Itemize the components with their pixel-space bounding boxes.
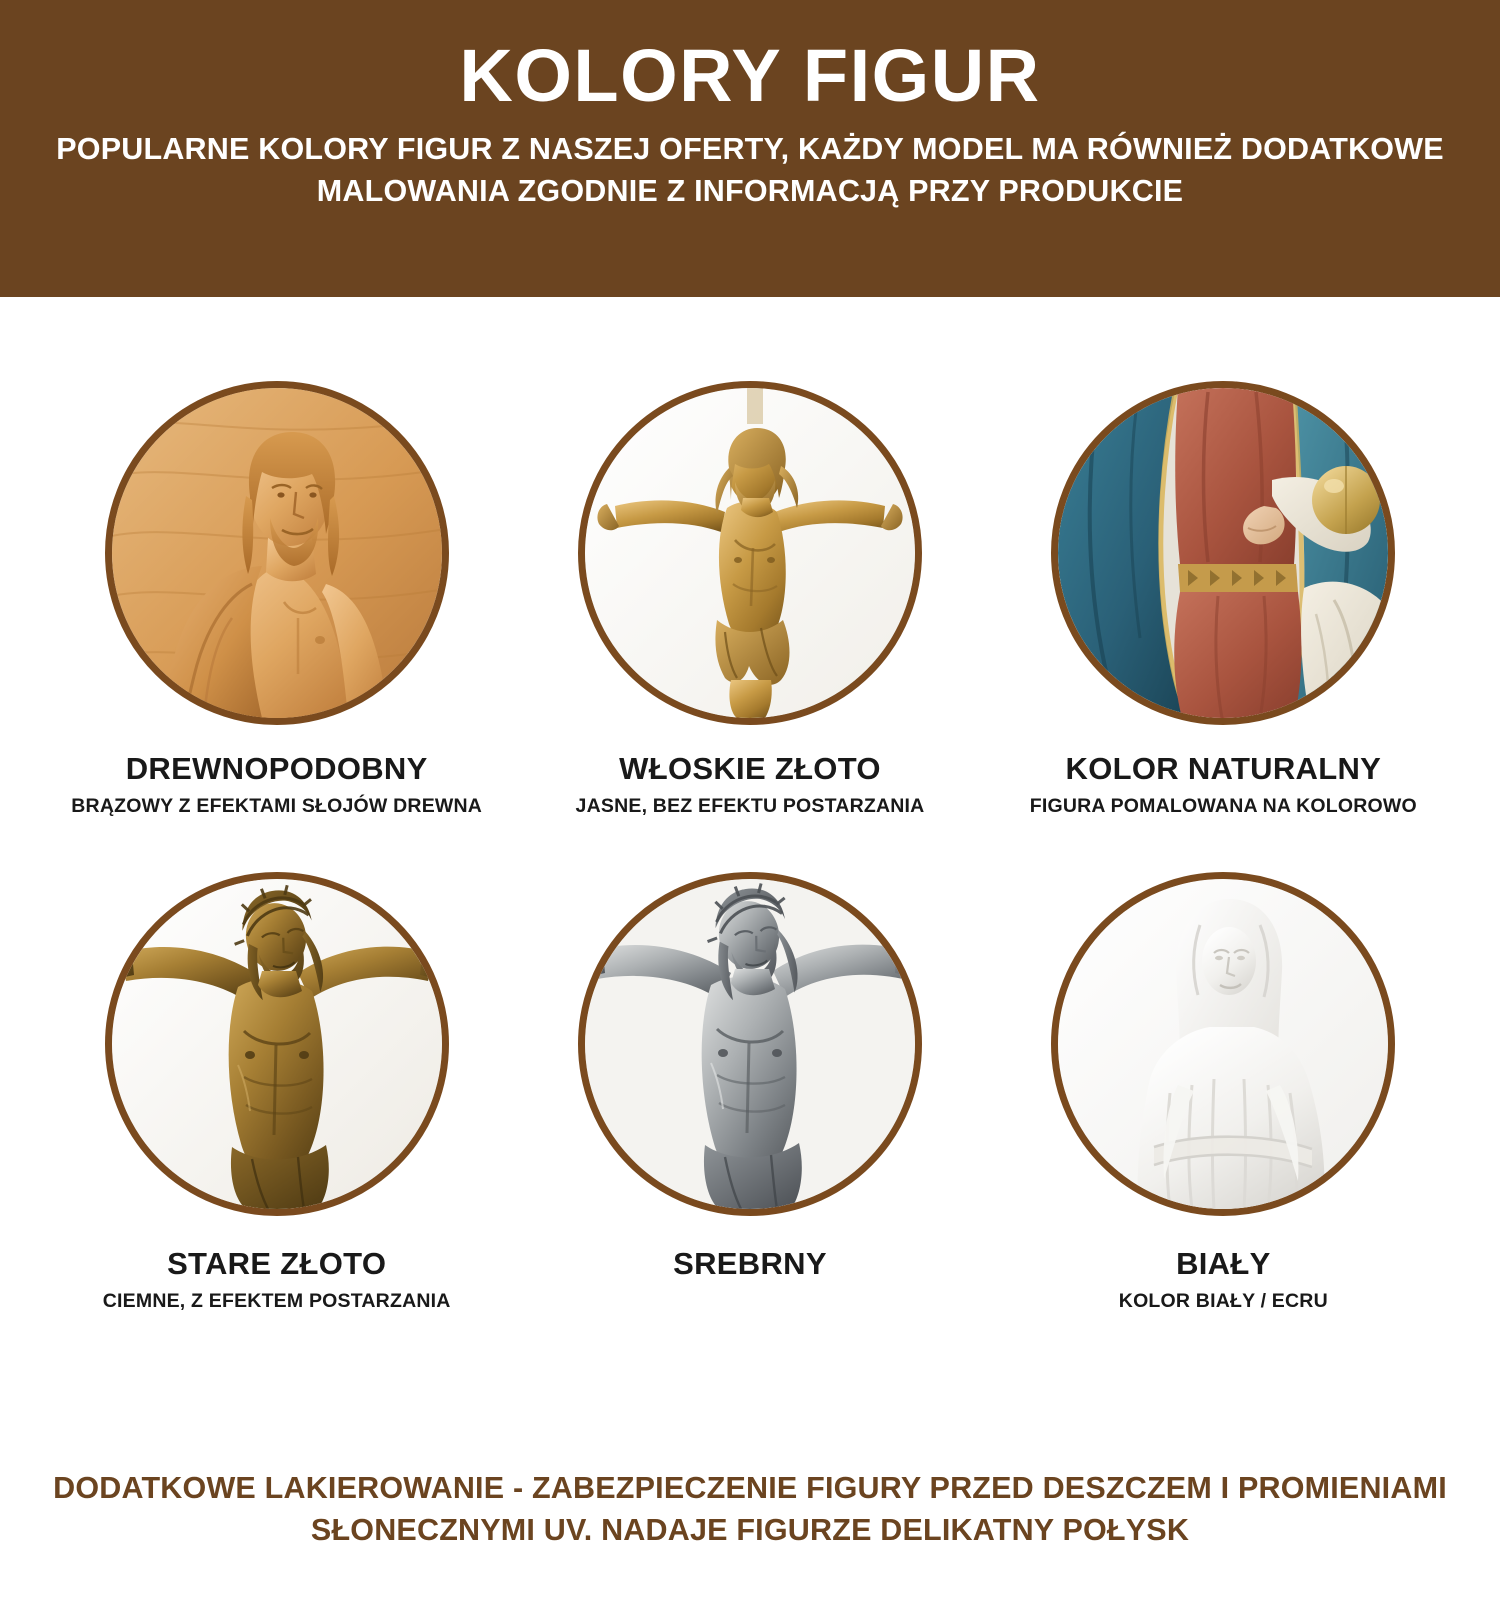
swatch-title-kolor-naturalny: KOLOR NATURALNY [1065, 751, 1382, 786]
swatch-subtitle-wloskie-zloto: JASNE, BEZ EFEKTU POSTARZANIA [575, 795, 925, 817]
swatch-subtitle-stare-zloto: CIEMNE, Z EFEKTEM POSTARZANIA [102, 1290, 451, 1312]
swatch-item-drewnopodobny [40, 381, 513, 818]
figure-white-icon [1058, 879, 1388, 1209]
figure-natural-color-icon [1058, 388, 1388, 718]
swatch-image-stare-zloto [105, 872, 449, 1216]
swatch-image-srebrny [578, 872, 922, 1216]
swatch-subtitle-bialy: KOLOR BIAŁY / ECRU [1118, 1290, 1328, 1312]
swatch-subtitle-drewnopodobny: BRĄZOWY Z EFEKTAMI SŁOJÓW DREWNA [71, 795, 483, 817]
swatch-title-wloskie-zloto: WŁOSKIE ZŁOTO [619, 751, 881, 786]
swatch-image-drewnopodobny [105, 381, 449, 725]
swatch-item-wloskie-zloto [513, 381, 986, 818]
swatch-image-bialy [1051, 872, 1395, 1216]
swatch-subtitle-kolor-naturalny: FIGURA POMALOWANA NA KOLOROWO [1029, 795, 1417, 817]
swatch-title-srebrny: SREBRNY [673, 1246, 827, 1281]
color-swatch-grid [0, 297, 1500, 1313]
swatch-item-bialy [987, 872, 1460, 1313]
swatch-title-stare-zloto: STARE ZŁOTO [167, 1246, 387, 1281]
page-subtitle: POPULARNE KOLORY FIGUR Z NASZEJ OFERTY, KAŻDY MODEL MA RÓWNIEŻ DODATKOWE MALOWANIA ZGODNIE Z INFORMACJĄ PRZY PRODUKCIE [56, 132, 1444, 208]
figure-silver-icon [585, 879, 915, 1209]
swatch-item-kolor-naturalny [987, 381, 1460, 818]
figure-wood-look-icon [112, 388, 442, 718]
swatch-title-bialy: BIAŁY [1176, 1246, 1271, 1281]
figure-italian-gold-icon [585, 388, 915, 718]
header-banner [0, 0, 1500, 297]
figure-old-gold-icon [112, 879, 442, 1209]
swatch-item-srebrny [513, 872, 986, 1313]
swatch-image-wloskie-zloto [578, 381, 922, 725]
page-title: KOLORY FIGUR [459, 34, 1041, 117]
swatch-item-stare-zloto [40, 872, 513, 1313]
footer-note: DODATKOWE LAKIEROWANIE - ZABEZPIECZENIE FIGURY PRZED DESZCZEM I PROMIENIAMI SŁONECZNYMI UV. NADAJE FIGURZE DELIKATNY POŁYSK [53, 1471, 1447, 1548]
swatch-image-kolor-naturalny [1051, 381, 1395, 725]
swatch-title-drewnopodobny: DREWNOPODOBNY [125, 751, 428, 786]
